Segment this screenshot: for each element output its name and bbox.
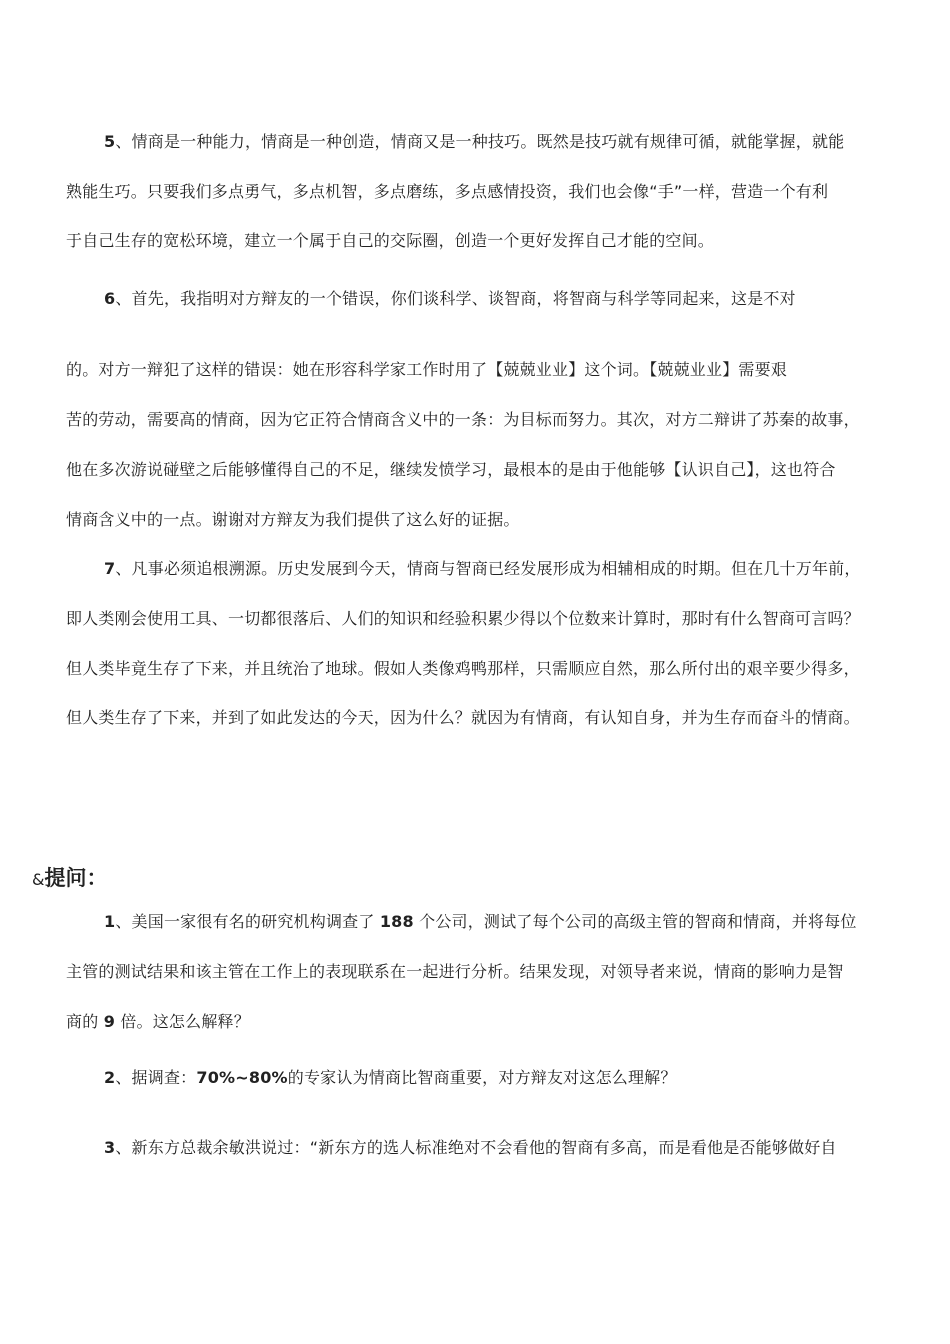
q2-text-a: 、据调查： bbox=[115, 1068, 197, 1087]
q2-percentage: 70%~80% bbox=[196, 1068, 288, 1087]
p7-number: 7 bbox=[104, 559, 116, 578]
p5-text-1: 、情商是一种能力，情商是一种创造，情商又是一种技巧。既然是技巧就有规律可循，就能掌握，就能 bbox=[115, 132, 845, 151]
p5-number: 5 bbox=[104, 132, 116, 151]
p6-line-5: 情商含义中的一点。谢谢对方辩友为我们提供了这么好的证据。 bbox=[66, 510, 520, 529]
q1-line-1 bbox=[104, 912, 857, 932]
q1-text-3a: 商的 bbox=[66, 1012, 104, 1031]
heading-ampersand: & bbox=[32, 870, 45, 889]
q1-line-3 bbox=[66, 1012, 250, 1032]
p6-line-4: 他在多次游说碰壁之后能够懂得自己的不足，继续发愤学习，最根本的是由于他能够【认识自己】，这也符合 bbox=[66, 460, 836, 479]
q2-number: 2 bbox=[104, 1068, 116, 1087]
p7-text-1: 、凡事必须追根溯源。历史发展到今天，情商与智商已经发展形成为相辅相成的时期。但在几十万年前， bbox=[115, 559, 861, 578]
q2-line-1 bbox=[104, 1068, 677, 1088]
q1-text-1a: 、美国一家很有名的研究机构调查了 bbox=[115, 912, 380, 931]
q1-count: 188 bbox=[379, 912, 414, 931]
q1-line-2: 主管的测试结果和该主管在工作上的表现联系在一起进行分析。结果发现，对领导者来说，情商的影响力是智 bbox=[66, 962, 844, 981]
p6-number: 6 bbox=[104, 289, 116, 308]
p5-line-1 bbox=[104, 132, 844, 152]
p7-line-3: 但人类毕竟生存了下来，并且统治了地球。假如人类像鸡鸭那样，只需顺应自然，那么所付出的艰辛要少得多， bbox=[66, 659, 860, 678]
q1-number: 1 bbox=[104, 912, 116, 931]
p5-line-2: 熟能生巧。只要我们多点勇气，多点机智，多点磨练，多点感情投资，我们也会像“手”一样，营造一个有利 bbox=[66, 182, 829, 201]
q3-line-1 bbox=[104, 1138, 837, 1158]
q1-text-1b: 个公司，测试了每个公司的高级主管的智商和情商，并将每位 bbox=[413, 912, 857, 931]
p6-line-2: 的。对方一辩犯了这样的错误：她在形容科学家工作时用了【兢兢业业】这个词。【兢兢业业】需要艰 bbox=[66, 360, 788, 379]
q1-text-3b: 倍。这怎么解释？ bbox=[115, 1012, 250, 1031]
p7-line-4: 但人类生存了下来，并到了如此发达的今天，因为什么？就因为有情商，有认知自身，并为生存而奋斗的情商。 bbox=[66, 708, 860, 727]
q2-text-b: 的专家认为情商比智商重要，对方辩友对这怎么理解？ bbox=[287, 1068, 677, 1087]
q1-multiplier: 9 bbox=[103, 1012, 116, 1031]
p6-line-1 bbox=[104, 289, 796, 309]
p7-line-1 bbox=[104, 559, 861, 579]
q3-number: 3 bbox=[104, 1138, 116, 1157]
p6-text-1: 、首先，我指明对方辩友的一个错误，你们谈科学、谈智商，将智商与科学等同起来，这是不对 bbox=[115, 289, 796, 308]
q3-text-1: 、新东方总裁余敏洪说过：“新东方的选人标准绝对不会看他的智商有多高，而是看他是否能够做好自 bbox=[115, 1138, 837, 1157]
p7-line-2: 即人类刚会使用工具、一切都很落后、人们的知识和经验积累少得以个位数来计算时，那时有什么智商可言吗？ bbox=[66, 609, 860, 628]
p5-line-3: 于自己生存的宽松环境，建立一个属于自己的交际圈，创造一个更好发挥自己才能的空间。 bbox=[66, 231, 715, 250]
section-heading-questions bbox=[32, 865, 107, 893]
heading-text: 提问： bbox=[44, 866, 108, 890]
p6-line-3: 苦的劳动，需要高的情商，因为它正符合情商含义中的一条：为目标而努力。其次，对方二辩讲了苏秦的故事， bbox=[66, 410, 860, 429]
